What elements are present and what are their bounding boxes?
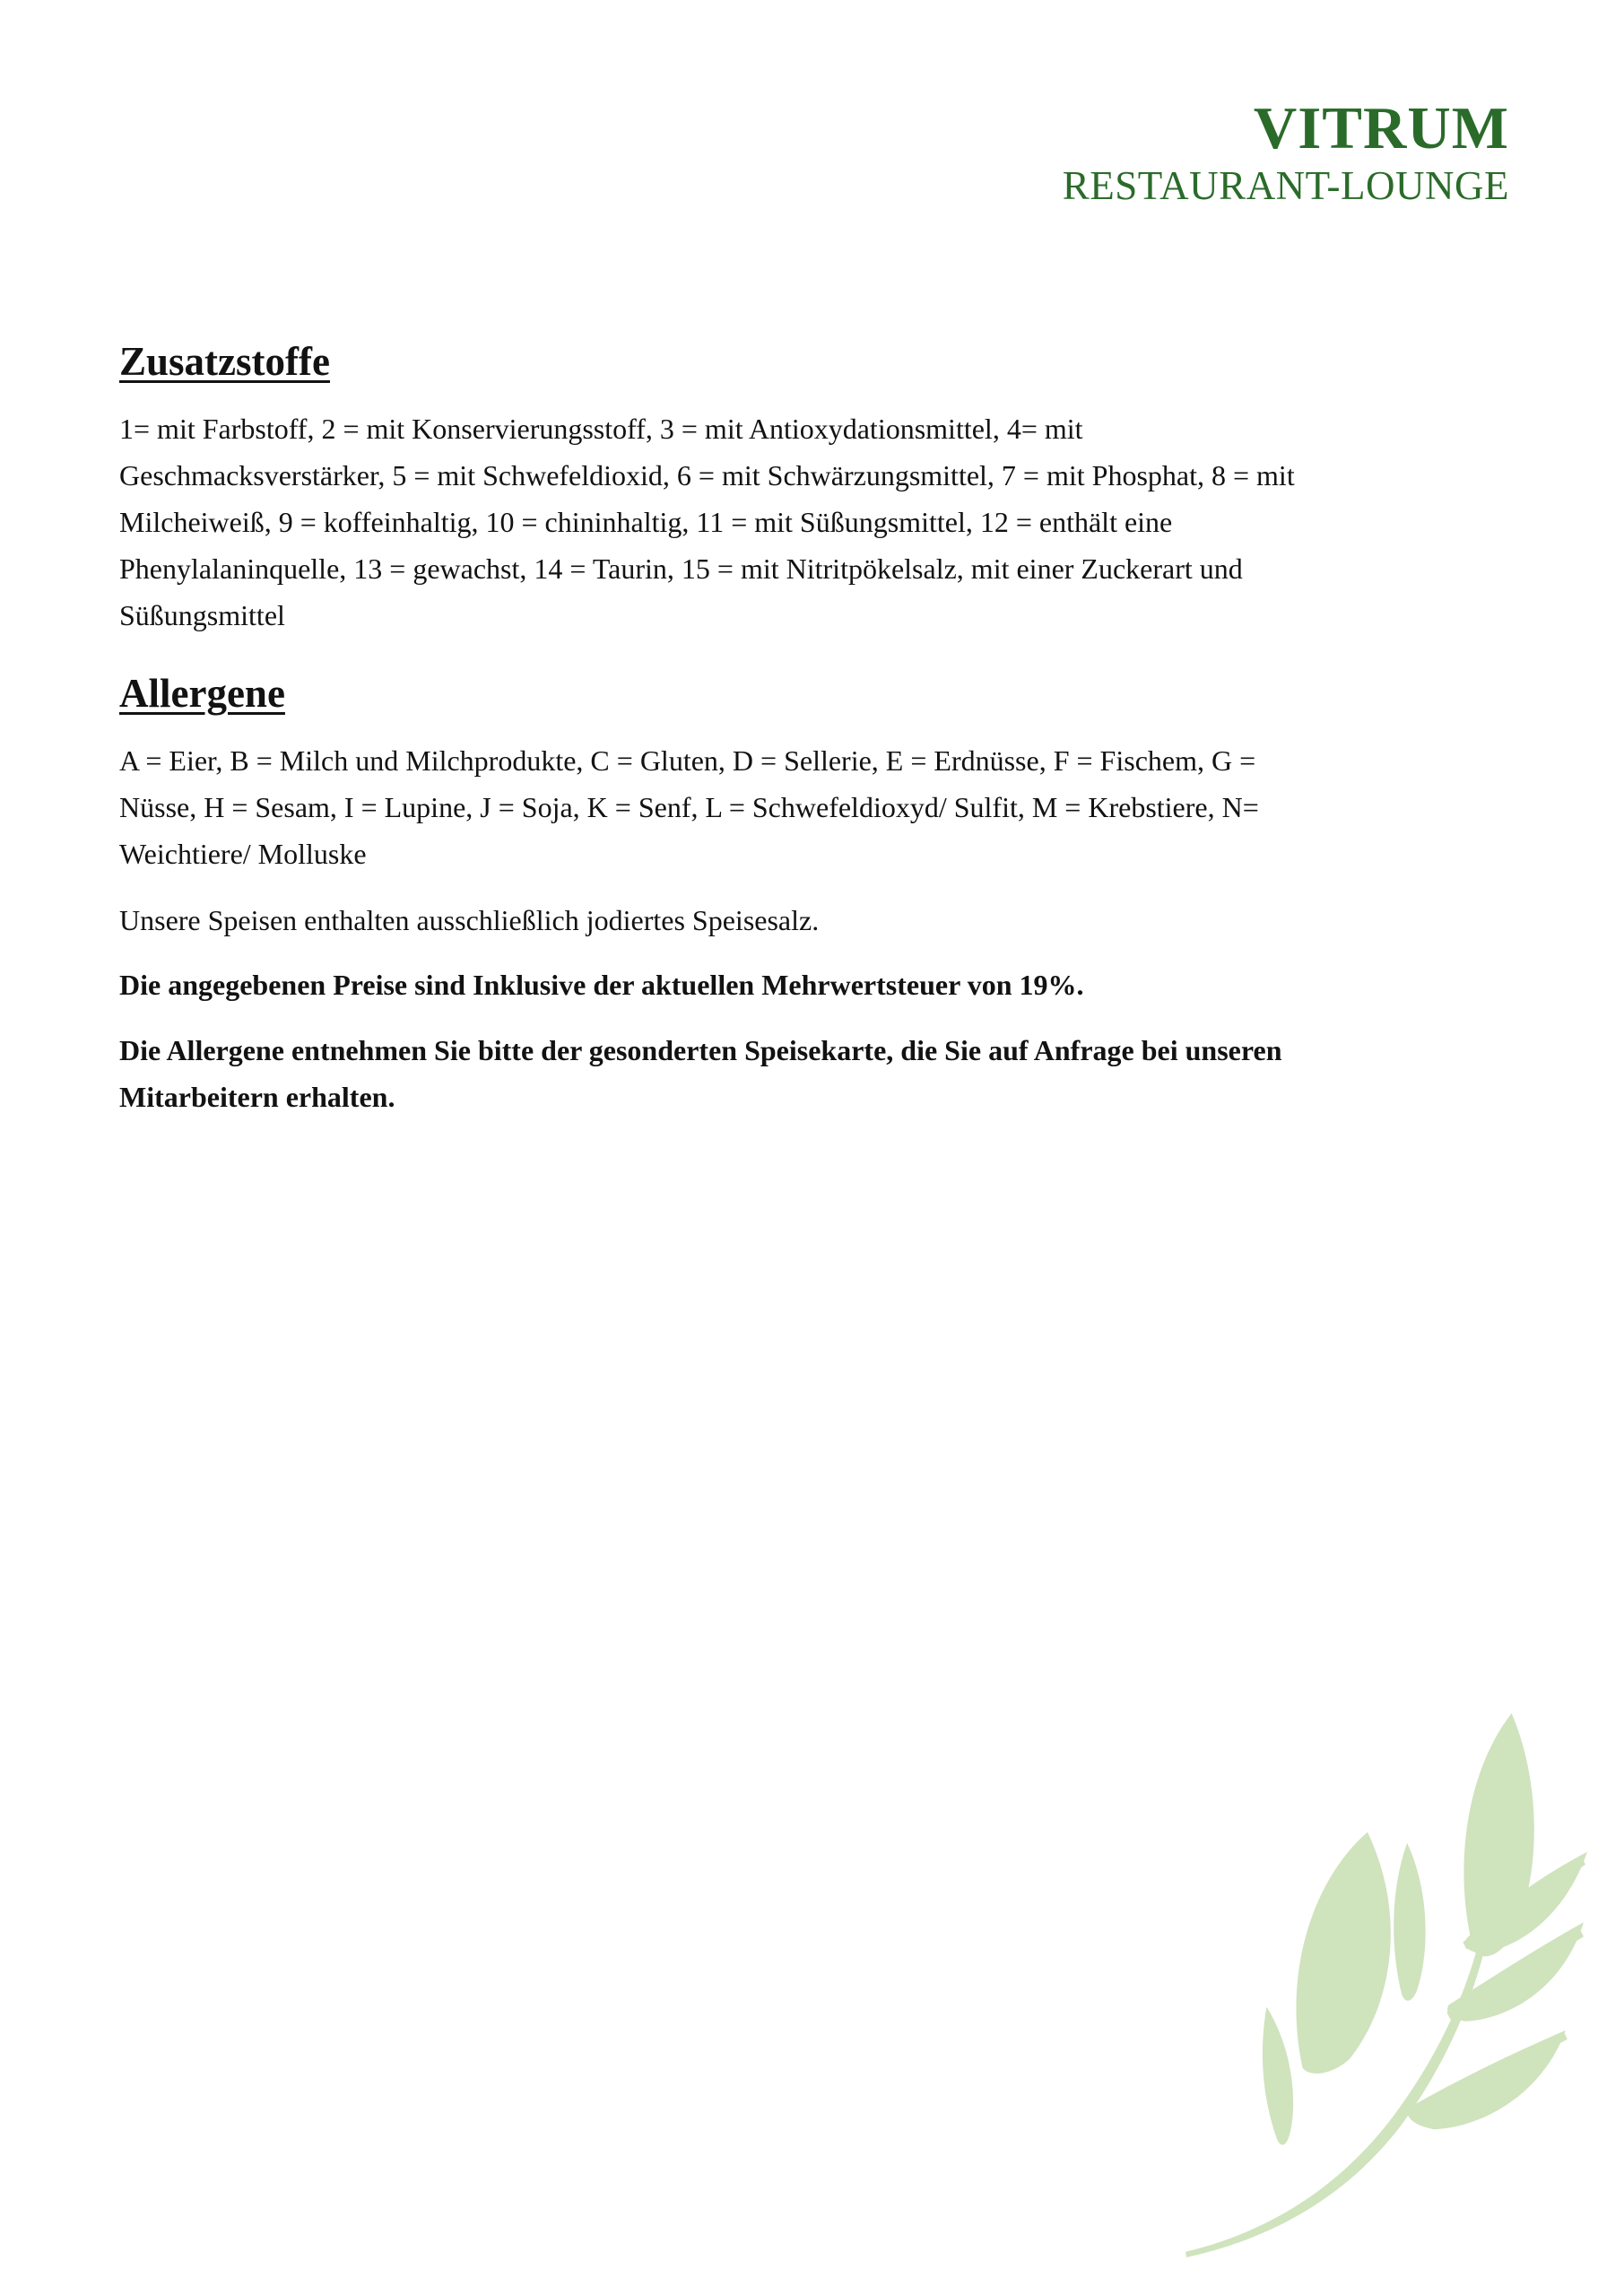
leaf xyxy=(1394,1843,1425,2001)
zusatzstoffe-line: Phenylalaninquelle, 13 = gewachst, 14 = Taurin, 15 = mit Nitritpökelsalz, mit einer Zuckerart und xyxy=(119,552,1243,585)
note-iodized-salt: Unsere Speisen enthalten ausschließlich jodiertes Speisesalz. xyxy=(119,904,820,936)
note-allergen-card xyxy=(119,1027,1518,1120)
note-allergen-line: Mitarbeitern erhalten. xyxy=(119,1081,395,1113)
leaf xyxy=(1263,2007,1293,2145)
section-heading-zusatzstoffe: Zusatzstoffe xyxy=(119,339,330,384)
zusatzstoffe-line: Süßungsmittel xyxy=(119,599,285,631)
brand-title: VITRUM xyxy=(1253,95,1509,161)
paragraph-allergene xyxy=(119,737,1518,877)
allergene-line: Nüsse, H = Sesam, I = Lupine, J = Soja, K = Senf, L = Schwefeldioxyd/ Sulfit, M = Krebstiere, N= xyxy=(119,791,1259,823)
allergene-line: Weichtiere/ Molluske xyxy=(119,838,367,870)
zusatzstoffe-line: Milcheiweiß, 9 = koffeinhaltig, 10 = chininhaltig, 11 = mit Süßungsmittel, 12 = enthält eine xyxy=(119,506,1173,538)
leaf-branch-icon xyxy=(1177,1706,1591,2260)
brand-subtitle: RESTAURANT-LOUNGE xyxy=(1062,163,1509,209)
note-allergen-line: Die Allergene entnehmen Sie bitte der gesonderten Speisekarte, die Sie auf Anfrage bei unseren xyxy=(119,1034,1282,1066)
section-heading-allergene: Allergene xyxy=(119,671,285,716)
note-vat-included: Die angegebenen Preise sind Inklusive der aktuellen Mehrwertsteuer von 19%. xyxy=(119,969,1084,1001)
zusatzstoffe-line: Geschmacksverstärker, 5 = mit Schwefeldioxid, 6 = mit Schwärzungsmittel, 7 = mit Phosphat, 8 = mit xyxy=(119,459,1295,491)
zusatzstoffe-line: 1= mit Farbstoff, 2 = mit Konservierungsstoff, 3 = mit Antioxydationsmittel, 4= mit xyxy=(119,413,1083,445)
leaf xyxy=(1408,2031,1566,2129)
brand-logo xyxy=(1063,95,1509,209)
leaf xyxy=(1296,1832,1390,2074)
paragraph-zusatzstoffe xyxy=(119,405,1518,639)
allergene-line: A = Eier, B = Milch und Milchprodukte, C = Gluten, D = Sellerie, E = Erdnüsse, F = Fischem, G = xyxy=(119,744,1256,777)
